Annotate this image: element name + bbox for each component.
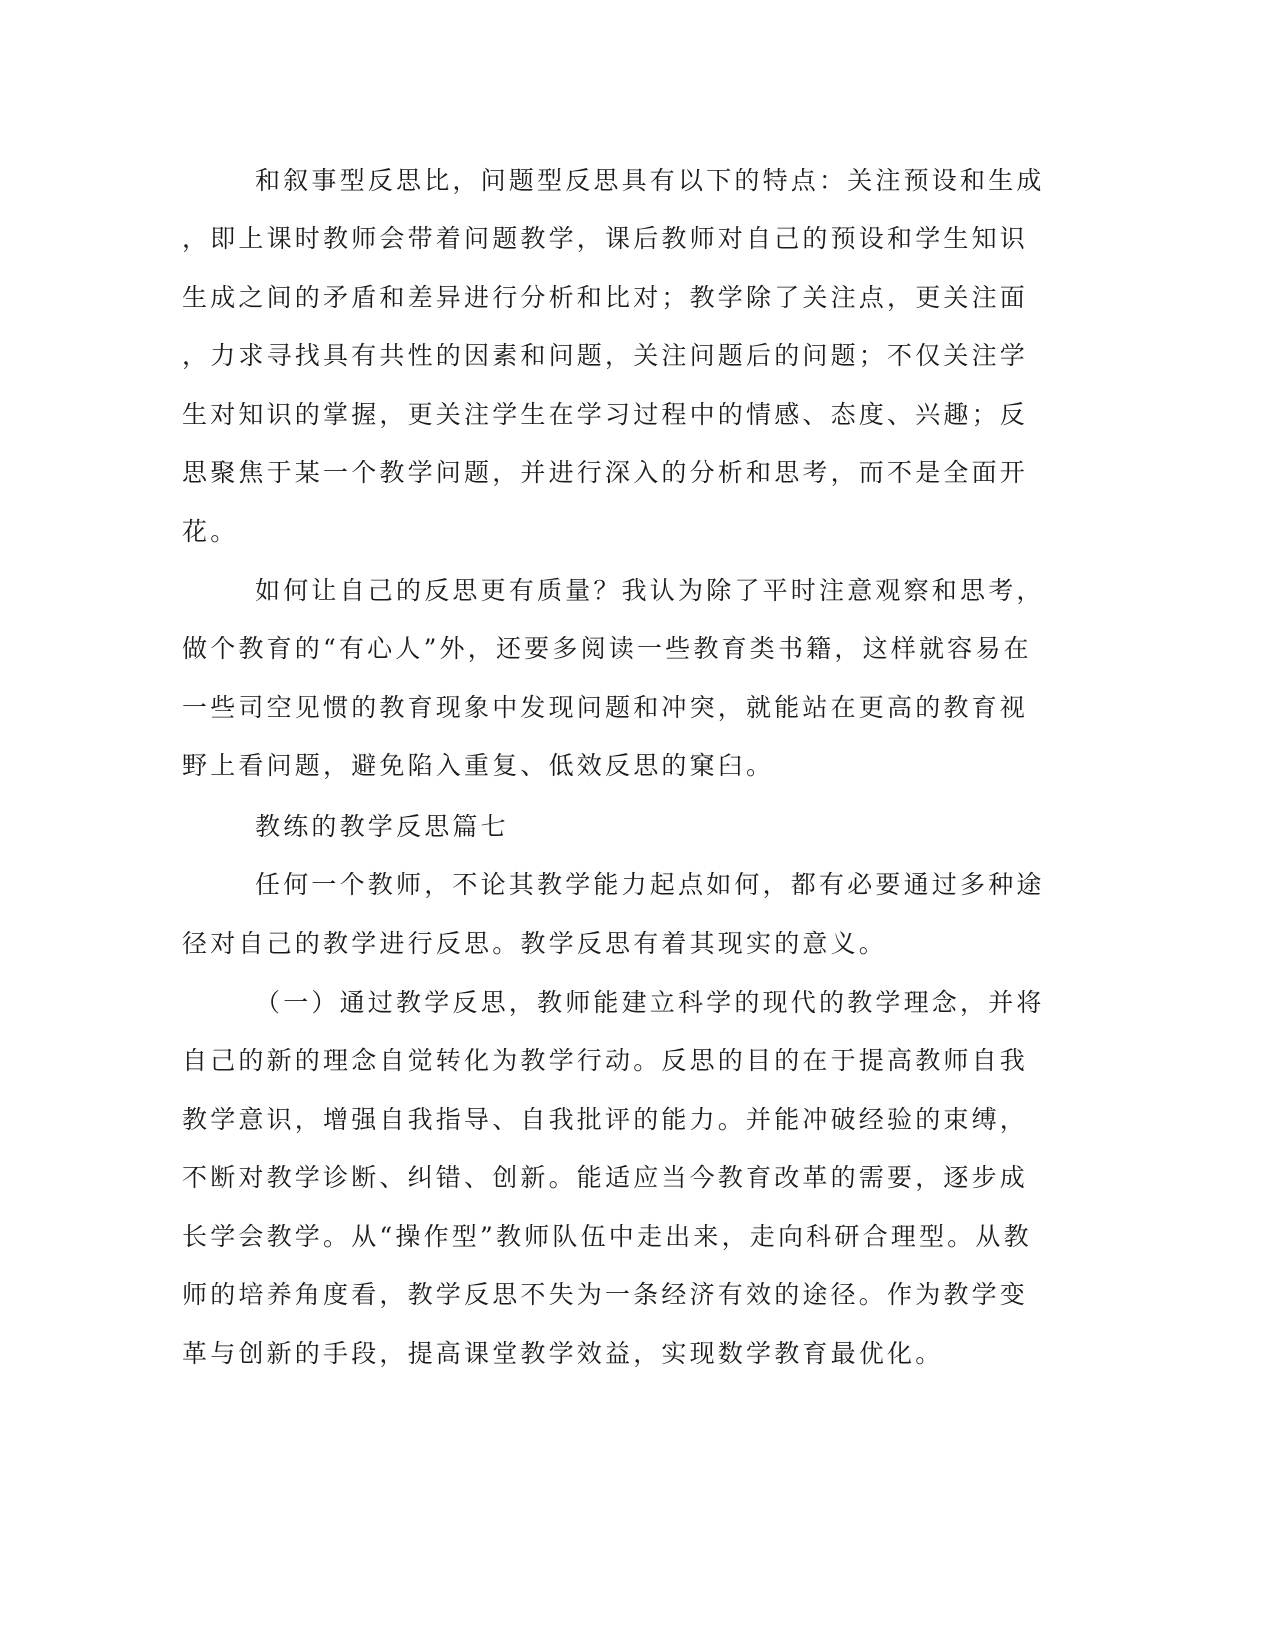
paragraph-line: 革与创新的手段，提高课堂教学效益，实现数学教育最优化。 — [182, 1339, 944, 1368]
paragraph-line: 生成之间的矛盾和差异进行分析和比对；教学除了关注点，更关注面 — [182, 283, 1029, 312]
paragraph-line: 长学会教学。从“操作型”教师队伍中走出来，走向科研合理型。从教 — [182, 1222, 1032, 1251]
paragraph-line: 做个教育的“有心人”外，还要多阅读一些教育类书籍，这样就容易在 — [182, 634, 1032, 663]
paragraph-line: 如何让自己的反思更有质量？我认为除了平时注意观察和思考， — [255, 576, 1045, 605]
paragraph-line: 自己的新的理念自觉转化为教学行动。反思的目的在于提高教师自我 — [182, 1046, 1029, 1075]
paragraph-line: ，即上课时教师会带着问题教学，课后教师对自己的预设和学生知识 — [182, 224, 1029, 253]
paragraph-line: 思聚焦于某一个教学问题，并进行深入的分析和思考，而不是全面开 — [182, 458, 1029, 487]
paragraph-line: 一些司空见惯的教育现象中发现问题和冲突，就能站在更高的教育视 — [182, 693, 1029, 722]
paragraph-line: 任何一个教师，不论其教学能力起点如何，都有必要通过多种途 — [255, 870, 1045, 899]
paragraph-line: 径对自己的教学进行反思。教学反思有着其现实的意义。 — [182, 929, 888, 958]
paragraph-line: ，力求寻找具有共性的因素和问题，关注问题后的问题；不仅关注学 — [182, 341, 1029, 370]
paragraph-line: （一）通过教学反思，教师能建立科学的现代的教学理念，并将 — [255, 988, 1045, 1017]
paragraph-line: 教学意识，增强自我指导、自我批评的能力。并能冲破经验的束缚， — [182, 1105, 1029, 1134]
paragraph-line: 师的培养角度看，教学反思不失为一条经济有效的途径。作为教学变 — [182, 1280, 1029, 1309]
paragraph-line: 野上看问题，避免陷入重复、低效反思的窠臼。 — [182, 751, 775, 780]
paragraph-line: 生对知识的掌握，更关注学生在学习过程中的情感、态度、兴趣；反 — [182, 400, 1029, 429]
paragraph-line: 花。 — [182, 517, 239, 546]
paragraph-line: 不断对教学诊断、纠错、创新。能适应当今教育改革的需要，逐步成 — [182, 1163, 1029, 1192]
section-heading: 教练的教学反思篇七 — [255, 812, 509, 841]
paragraph-line: 和叙事型反思比，问题型反思具有以下的特点：关注预设和生成 — [255, 166, 1045, 195]
